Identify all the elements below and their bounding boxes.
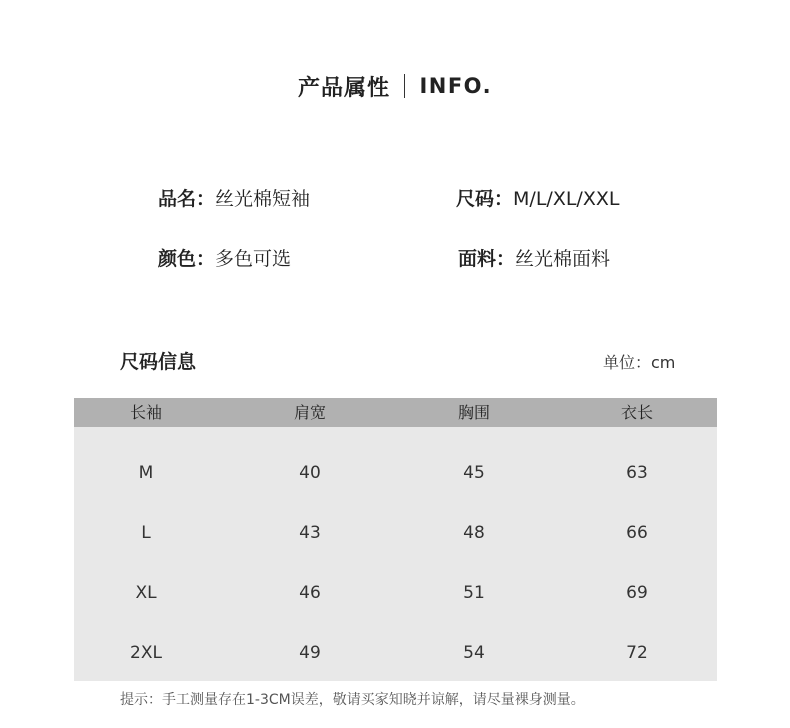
table-cell: M <box>138 463 154 483</box>
size-table <box>74 398 717 681</box>
attribute-label: 颜色 <box>158 248 197 270</box>
table-cell: 2XL <box>130 643 162 663</box>
column-header: 肩宽 <box>293 403 326 422</box>
table-cell: 40 <box>299 463 321 483</box>
attribute-separator: ： <box>494 188 514 210</box>
column-header: 长袖 <box>129 403 162 422</box>
column-header: 胸围 <box>457 403 490 422</box>
attribute-fabric <box>458 244 610 274</box>
measurement-note: 提示：手工测量存在1-3CM误差，敬请买家知晓并谅解，请尽量裸身测量。 <box>120 692 585 708</box>
attribute-color <box>158 244 291 274</box>
table-cell: 54 <box>463 643 485 663</box>
unit-label: 单位：cm <box>603 353 676 372</box>
attribute-value: 多色可选 <box>215 248 292 270</box>
attribute-product-name <box>158 184 310 214</box>
page-subtitle: INFO. <box>419 74 493 98</box>
attribute-separator: ： <box>196 188 216 210</box>
table-header <box>74 398 717 427</box>
attribute-label: 尺码 <box>456 188 495 210</box>
table-cell: 66 <box>626 523 648 543</box>
table-cell: 46 <box>299 583 321 603</box>
attribute-value: 丝光棉短袖 <box>215 188 311 210</box>
table-cell: 63 <box>626 463 648 483</box>
table-cell: L <box>141 523 151 543</box>
attribute-label: 面料 <box>458 248 497 270</box>
page-title: 产品属性 <box>297 75 390 101</box>
attribute-size <box>456 184 619 214</box>
attribute-value: 丝光棉面料 <box>515 248 611 270</box>
attribute-label: 品名 <box>158 188 197 210</box>
table-row <box>74 453 717 493</box>
table-cell: 43 <box>299 523 321 543</box>
table-cell: 45 <box>463 463 485 483</box>
attribute-separator: ： <box>496 248 516 270</box>
table-cell: XL <box>135 583 157 603</box>
table-cell: 69 <box>626 583 648 603</box>
column-header: 衣长 <box>620 403 653 422</box>
table-cell: 72 <box>626 643 648 663</box>
size-info-title: 尺码信息 <box>120 351 197 373</box>
table-cell: 51 <box>463 583 485 603</box>
table-cell: 49 <box>299 643 321 663</box>
attribute-value: M/L/XL/XXL <box>513 188 620 210</box>
table-row <box>74 633 717 673</box>
table-cell: 48 <box>463 523 485 543</box>
table-row <box>74 573 717 613</box>
page-header <box>0 68 790 104</box>
table-row <box>74 513 717 553</box>
title-divider <box>404 74 406 98</box>
attribute-separator: ： <box>196 248 216 270</box>
